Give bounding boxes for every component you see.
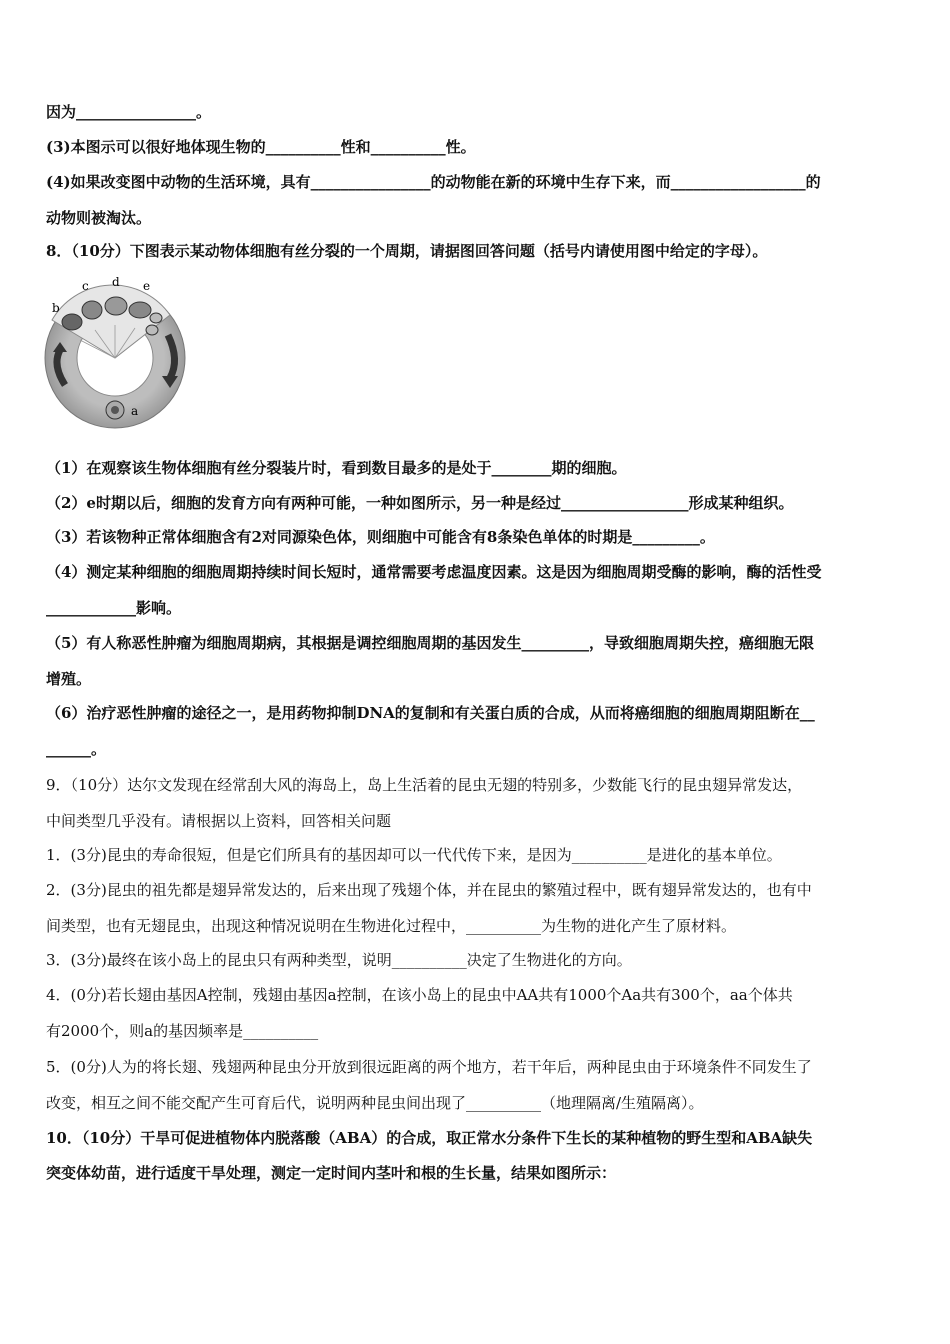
text-line: （2）e时期以后，细胞的发育方向有两种可能，一种如图所示，另一种是经过_________________形成某种组织。: [46, 494, 794, 512]
cell-d: [105, 297, 127, 315]
cell-cycle-figure: [40, 270, 200, 430]
question-10: 10．（10分）干旱可促进植物体内脱落酸（ABA）的合成，取正常水分条件下生长的某种植物的野生型和ABA缺失: [46, 1129, 813, 1147]
cell-e1: [129, 302, 151, 318]
question-8: 8．（10分）下图表示某动物体细胞有丝分裂的一个周期，请据图回答问题（括号内请使用图中给定的字母）。: [46, 242, 768, 260]
label-b: b: [52, 301, 60, 315]
cell-e3: [146, 325, 158, 335]
text-line: 5．(0分)人为的将长翅、残翅两种昆虫分开放到很远距离的两个地方，若干年后，两种昆虫由于环境条件不同发生了: [46, 1058, 812, 1076]
text-line: （4）测定某种细胞的细胞周期持续时间长短时，通常需要考虑温度因素。这是因为细胞周期受酶的影响，酶的活性受: [46, 563, 822, 581]
text-line: （5）有人称恶性肿瘤为细胞周期病，其根据是调控细胞周期的基因发生_________，导致细胞周期失控，癌细胞无限: [46, 634, 814, 652]
text-line: 中间类型几乎没有。请根据以上资料，回答相关问题: [46, 812, 392, 830]
cell-a-nucleus: [111, 406, 119, 414]
text-line: （6）治疗恶性肿瘤的途径之一，是用药物抑制DNA的复制和有关蛋白质的合成，从而将癌细胞的细胞周期阻断在__: [46, 704, 815, 722]
text-line: (4)如果改变图中动物的生活环境，具有________________的动物能在新的环境中生存下来，而__________________的: [46, 173, 821, 191]
text-line: 因为________________。: [46, 103, 212, 121]
text-line: (3)本图示可以很好地体现生物的__________性和__________性。: [46, 138, 476, 156]
cell-c: [82, 301, 102, 319]
text-line: ______。: [46, 740, 107, 758]
text-line: 改变，相互之间不能交配产生可育后代，说明两种昆虫间出现了__________（地理隔离/生殖隔离）。: [46, 1094, 704, 1112]
text-line: 1．(3分)昆虫的寿命很短，但是它们所具有的基因却可以一代代传下来，是因为__________是进化的基本单位。: [46, 846, 782, 864]
text-line: （3）若该物种正常体细胞含有2对同源染色体，则细胞中可能含有8条染色单体的时期是_________。: [46, 528, 715, 546]
text-line: （1）在观察该生物体细胞有丝分裂装片时，看到数目最多的是处于________期的细胞。: [46, 459, 627, 477]
label-c: c: [82, 279, 89, 293]
text-line: 2．(3分)昆虫的祖先都是翅异常发达的，后来出现了残翅个体，并在昆虫的繁殖过程中，既有翅异常发达的，也有中: [46, 881, 812, 899]
text-line: 有2000个，则a的基因频率是__________: [46, 1022, 319, 1040]
cell-b: [62, 314, 82, 330]
text-line: 3．(3分)最终在该小岛上的昆虫只有两种类型，说明__________决定了生物进化的方向。: [46, 951, 632, 969]
text-line: ____________影响。: [46, 599, 182, 617]
text-line: 4．(0分)若长翅由基因A控制，残翅由基因a控制，在该小岛上的昆虫中AA共有1000个Aa共有300个，aa个体共: [46, 986, 793, 1004]
text-line: 动物则被淘汰。: [46, 209, 152, 227]
cell-e2: [150, 313, 162, 323]
question-9: 9．（10分）达尔文发现在经常刮大风的海岛上，岛上生活着的昆虫无翅的特别多，少数能飞行的昆虫翅异常发达，: [46, 776, 803, 794]
text-line: 突变体幼苗，进行适度干旱处理，测定一定时间内茎叶和根的生长量，结果如图所示：: [46, 1164, 617, 1182]
text-line: 增殖。: [46, 670, 92, 688]
label-a: a: [131, 404, 139, 418]
label-d: d: [112, 275, 120, 289]
text-line: 间类型，也有无翅昆虫，出现这种情况说明在生物进化过程中，__________为生物的进化产生了原材料。: [46, 917, 737, 935]
label-e: e: [143, 279, 151, 293]
